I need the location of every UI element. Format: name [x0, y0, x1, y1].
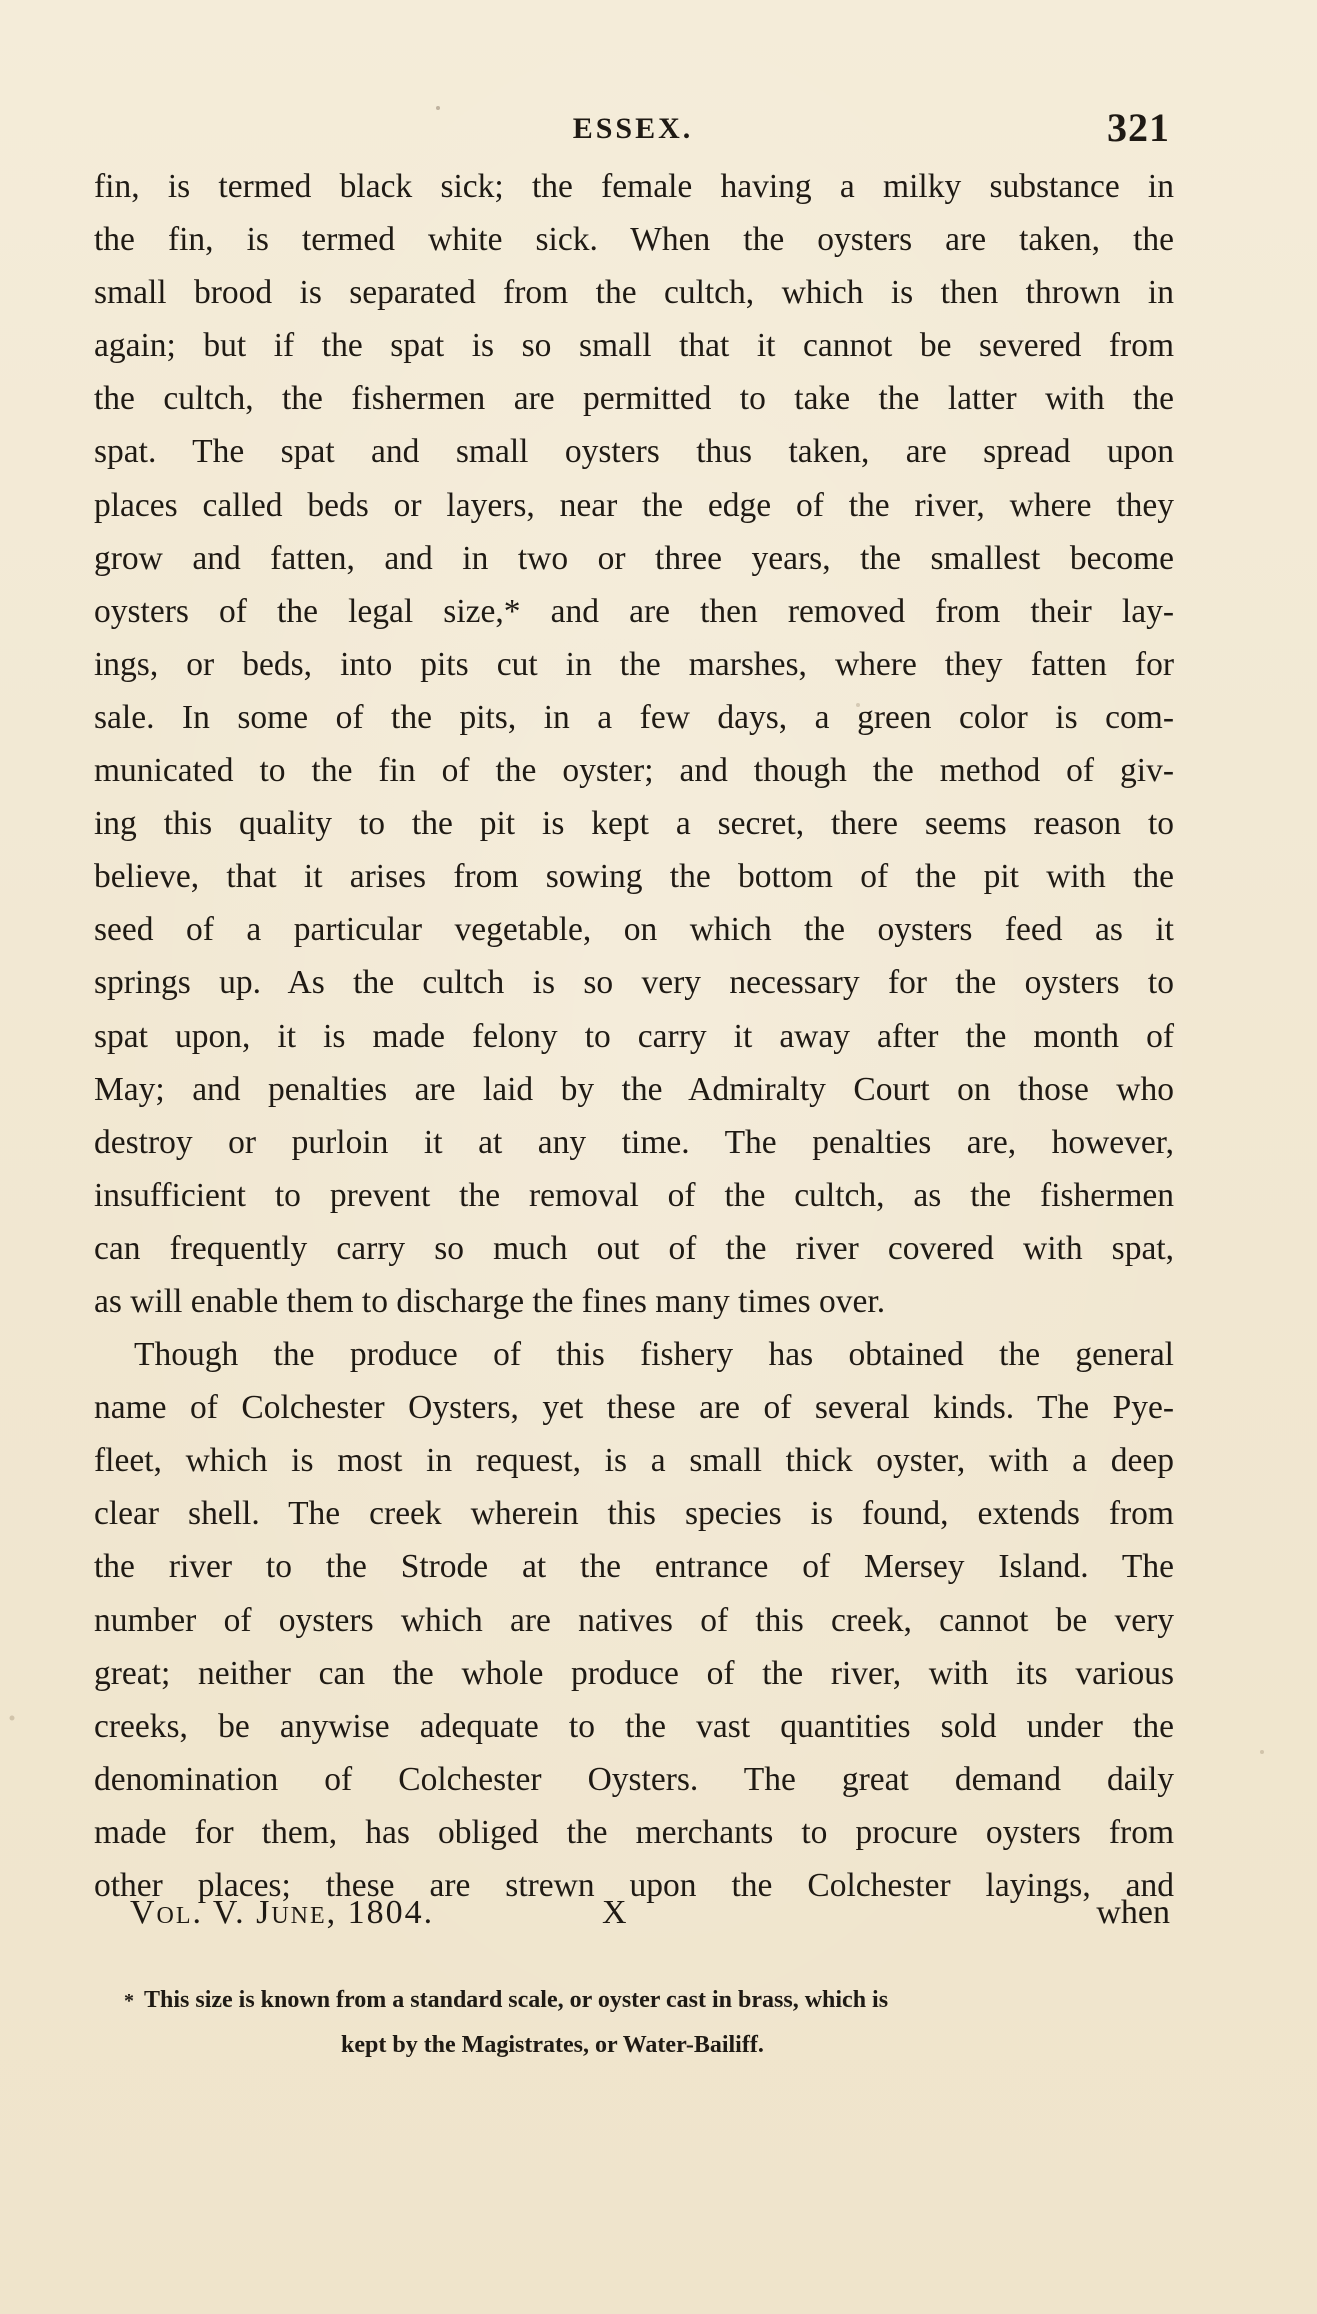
text-line: small brood is separated from the cultch, which is then thrown in: [94, 274, 1174, 312]
text-line: denomination of Colchester Oysters. The great demand daily: [94, 1760, 1174, 1798]
text-line: May; and penalties are laid by the Admiralty Court on those who: [94, 1070, 1174, 1108]
text-line: insufficient to prevent the removal of the cultch, as the fishermen: [94, 1176, 1174, 1214]
text-line: other places; these are strewn upon the Colchester layings, and: [94, 1867, 1174, 1904]
text-line: clear shell. The creek wherein this species is found, extends from: [94, 1495, 1174, 1533]
paper-speck: [436, 106, 440, 110]
text-line: as will enable them to discharge the fines many times over.: [94, 1282, 886, 1320]
text-line: the river to the Strode at the entrance of Mersey Island. The: [94, 1548, 1174, 1586]
text-line: believe, that it arises from sowing the bottom of the pit with the: [94, 858, 1174, 896]
paper-speck: [856, 703, 860, 707]
text-line: spat upon, it is made felony to carry it away after the month of: [94, 1017, 1174, 1055]
text-line: seed of a particular vegetable, on which the oysters feed as it: [94, 911, 1174, 949]
catchword: when: [1096, 1894, 1170, 1931]
text-line: number of oysters which are natives of this creek, cannot be very: [94, 1601, 1174, 1639]
text-line: again; but if the spat is so small that it cannot be severed from: [94, 327, 1174, 365]
footnote-text: This size is known from a standard scale, or oyster cast in brass, which is: [144, 1987, 889, 2013]
text-line-paragraph-start: Though the produce of this fishery has obtained the general: [134, 1336, 1174, 1374]
text-line: destroy or purloin it at any time. The penalties are, however,: [94, 1123, 1174, 1161]
text-line: spat. The spat and small oysters thus taken, are spread upon: [94, 433, 1174, 471]
text-line: the cultch, the fishermen are permitted to take the latter with the: [94, 380, 1174, 418]
text-line: fleet, which is most in request, is a small thick oyster, with a deep: [94, 1442, 1174, 1480]
text-line: grow and fatten, and in two or three years, the smallest become: [94, 539, 1174, 577]
text-line: springs up. As the cultch is so very necessary for the oysters to: [94, 964, 1174, 1002]
signature-mark: X: [602, 1894, 627, 1931]
text-line: can frequently carry so much out of the river covered with spat,: [94, 1229, 1174, 1267]
paper-speck: [10, 1716, 15, 1721]
text-line: ings, or beds, into pits cut in the marshes, where they fatten for: [94, 645, 1174, 683]
text-line: creeks, be anywise adequate to the vast quantities sold under the: [94, 1707, 1174, 1745]
text-line: oysters of the legal size,* and are then removed from their lay-: [94, 592, 1174, 630]
text-line: places called beds or layers, near the edge of the river, where they: [94, 486, 1174, 524]
text-line: fin, is termed black sick; the female having a milky substance in: [94, 168, 1174, 205]
text-line: great; neither can the whole produce of the river, with its various: [94, 1654, 1174, 1692]
text-line: name of Colchester Oysters, yet these are of several kinds. The Pye-: [94, 1389, 1174, 1427]
text-line: made for them, has obliged the merchants to procure oysters from: [94, 1813, 1174, 1851]
footnote-marker: *: [124, 1990, 134, 2012]
volume-date: Vol. V. June, 1804.: [130, 1894, 435, 1931]
text-line: the fin, is termed white sick. When the oysters are taken, the: [94, 221, 1174, 259]
text-line: ing this quality to the pit is kept a secret, there seems reason to: [94, 805, 1174, 843]
footnote-line: kept by the Magistrates, or Water-Bailiff.: [341, 2032, 764, 2058]
page-number: 321: [1107, 105, 1170, 150]
paper-speck: [1260, 1750, 1264, 1754]
running-head-title: ESSEX.: [572, 112, 694, 145]
text-line: sale. In some of the pits, in a few days, a green color is com-: [94, 698, 1174, 736]
text-line: municated to the fin of the oyster; and though the method of giv-: [94, 752, 1174, 790]
